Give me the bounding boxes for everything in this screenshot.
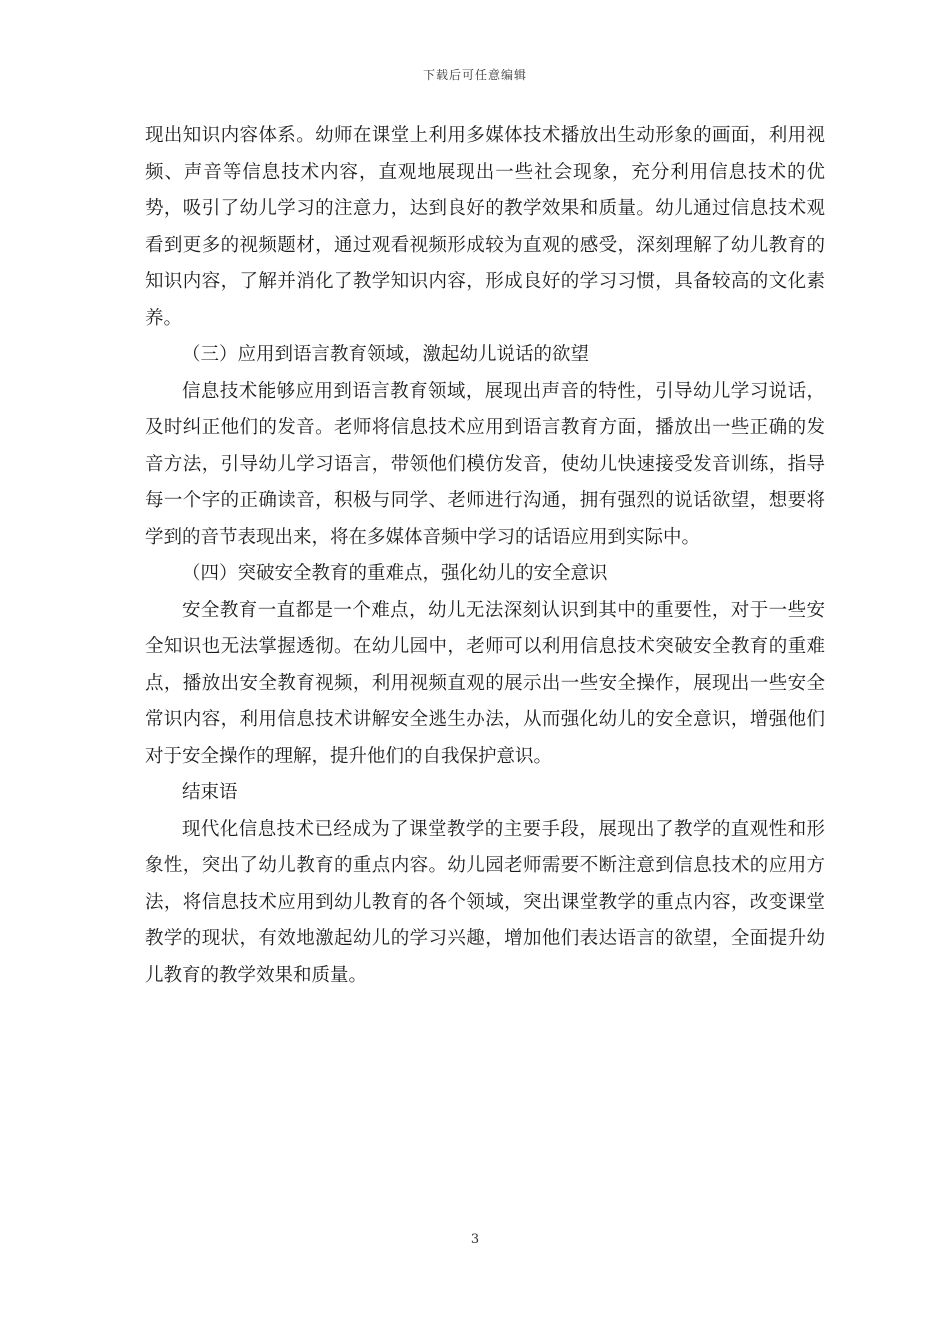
- document-body: [145, 118, 825, 994]
- page-number: 3: [470, 1232, 480, 1247]
- conclusion-heading: 结束语: [182, 782, 238, 803]
- page-header: 下载后可任意编辑: [422, 68, 527, 82]
- paragraph-language-education: 信息技术能够应用到语言教育领域，展现出声音的特性，引导幼儿学习说话，及时纠正他们的发音。老师将信息技术应用到语言教育方面，播放出一些正确的发音方法，引导幼儿学习语言，带领他们模仿发音，使幼儿快速接受发音训练，指导每一个字的正确读音，积极与同学、老师进行沟通，拥有强烈的说话欲望，想要将学到的音节表现出来，将在多媒体音频中学习的话语应用到实际中。: [145, 380, 825, 548]
- paragraph-conclusion: 现代化信息技术已经成为了课堂教学的主要手段，展现出了教学的直观性和形象性，突出了幼儿教育的重点内容。幼儿园老师需要不断注意到信息技术的应用方法，将信息技术应用到幼儿教育的各个领域，突出课堂教学的重点内容，改变课堂教学的现状，有效地激起幼儿的学习兴趣，增加他们表达语言的欲望，全面提升幼儿教育的教学效果和质量。: [145, 818, 825, 986]
- paragraph-safety-education: 安全教育一直都是一个难点，幼儿无法深刻认识到其中的重要性，对于一些安全知识也无法掌握透彻。在幼儿园中，老师可以利用信息技术突破安全教育的重难点，播放出安全教育视频，利用视频直观的展示出一些安全操作，展现出一些安全常识内容，利用信息技术讲解安全逃生办法，从而强化幼儿的安全意识，增强他们对于安全操作的理解，提升他们的自我保护意识。: [145, 599, 825, 767]
- paragraph-continuation: 现出知识内容体系。幼师在课堂上利用多媒体技术播放出生动形象的画面，利用视频、声音等信息技术内容，直观地展现出一些社会现象，充分利用信息技术的优势，吸引了幼儿学习的注意力，达到良好的教学效果和质量。幼儿通过信息技术观看到更多的视频题材，通过观看视频形成较为直观的感受，深刻理解了幼儿教育的知识内容，了解并消化了教学知识内容，形成良好的学习习惯，具备较高的文化素养。: [145, 125, 825, 329]
- section-heading-4: （四）突破安全教育的重难点，强化幼儿的安全意识: [182, 563, 608, 584]
- section-heading-3: （三）应用到语言教育领域，激起幼儿说话的欲望: [182, 344, 590, 365]
